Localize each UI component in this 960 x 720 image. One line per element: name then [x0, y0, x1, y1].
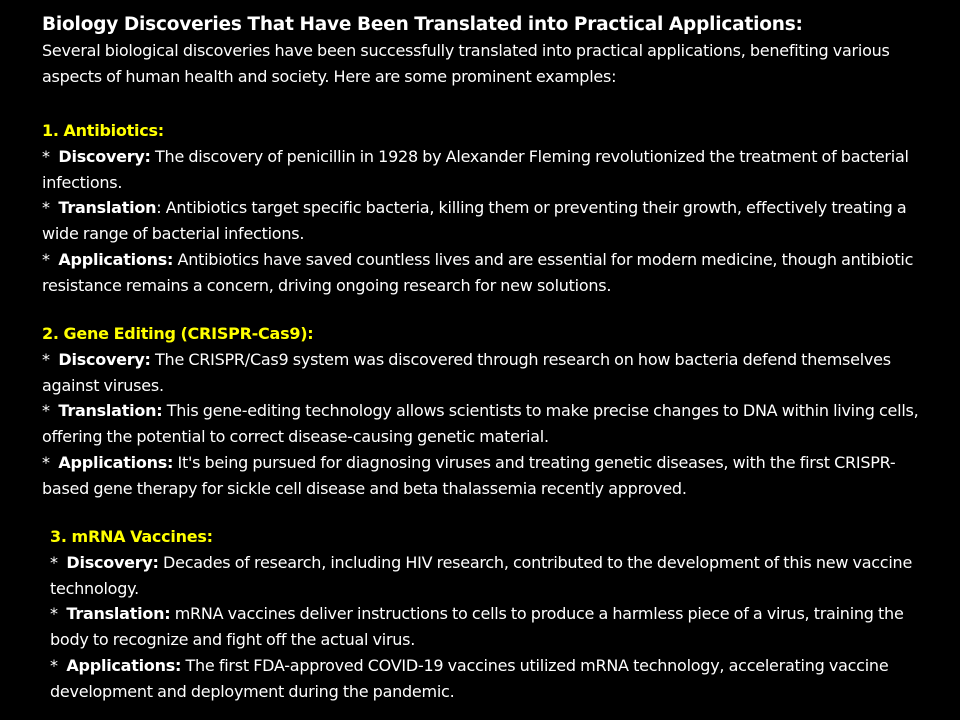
bullet-marker: *: [50, 552, 67, 572]
section-heading: 2. Gene Editing (CRISPR-Cas9):: [42, 324, 314, 343]
section-heading: 3. mRNA Vaccines:: [50, 527, 213, 546]
section-mrna-vaccines: [50, 524, 930, 705]
bullet-item-translation: [50, 601, 930, 653]
bullet-marker: *: [42, 349, 59, 369]
intro-paragraph: Several biological discoveries have been successfully translated into practical applications, benefiting various aspects of human health and society. Here are some prominent examples:: [42, 41, 890, 86]
bullet-item-translation: [42, 195, 922, 247]
bullet-marker: *: [42, 452, 59, 472]
bullet-text: Antibiotics have saved countless lives and are essential for modern medicine, though antibiotic resistance remains a concern, driving ongoing research for new solutions.: [42, 249, 914, 295]
bullet-text: The discovery of penicillin in 1928 by Alexander Fleming revolutionized the treatment of bacterial infections.: [42, 146, 909, 192]
bullet-label: Applications:: [58, 452, 174, 472]
bullet-text: mRNA vaccines deliver instructions to cells to produce a harmless piece of a virus, training the body to recognize and fight off the actual virus.: [50, 604, 904, 650]
section-antibiotics: [42, 118, 922, 299]
bullet-text: Decades of research, including HIV research, contributed to the development of this new vaccine technology.: [50, 552, 913, 598]
page-title: Biology Discoveries That Have Been Translated into Practical Applications:: [42, 14, 803, 35]
bullet-text: This gene-editing technology allows scientists to make precise changes to DNA within living cells, offering the potential to correct disease-causing genetic material.: [42, 401, 919, 447]
bullet-marker: *: [42, 249, 59, 269]
bullet-label: Discovery:: [66, 552, 159, 572]
bullet-item-discovery: [42, 144, 922, 196]
bullet-item-applications: [42, 247, 922, 299]
bullet-label: Applications:: [58, 249, 174, 269]
bullet-label: Discovery:: [58, 349, 151, 369]
bullet-text: : Antibiotics target specific bacteria, killing them or preventing their growth, effectively treating a wide range of bacterial infections.: [42, 198, 907, 244]
bullet-marker: *: [50, 604, 67, 624]
bullet-item-applications: [50, 653, 930, 705]
bullet-item-discovery: [50, 550, 930, 602]
bullet-label: Discovery:: [58, 146, 151, 166]
bullet-label: Translation: [58, 198, 157, 218]
section-heading: 1. Antibiotics:: [42, 121, 164, 140]
bullet-text: The CRISPR/Cas9 system was discovered through research on how bacteria defend themselves against viruses.: [42, 349, 891, 395]
bullet-item-applications: [42, 450, 922, 502]
bullet-item-discovery: [42, 347, 922, 399]
bullet-label: Translation:: [66, 604, 171, 624]
bullet-text: It's being pursued for diagnosing viruses and treating genetic diseases, with the first CRISPR-based gene therapy for sickle cell disease and beta thalassemia recently approved.: [42, 452, 896, 498]
bullet-label: Applications:: [66, 655, 182, 675]
bullet-item-translation: [42, 398, 922, 450]
bullet-text: The first FDA-approved COVID-19 vaccines utilized mRNA technology, accelerating vaccine development and deployment during the pandemic.: [50, 655, 889, 701]
bullet-marker: *: [42, 146, 59, 166]
section-gene-editing: [42, 321, 922, 502]
title-block: [42, 12, 922, 90]
bullet-marker: *: [42, 401, 59, 421]
bullet-label: Translation:: [58, 401, 163, 421]
bullet-marker: *: [42, 198, 59, 218]
bullet-marker: *: [50, 655, 67, 675]
